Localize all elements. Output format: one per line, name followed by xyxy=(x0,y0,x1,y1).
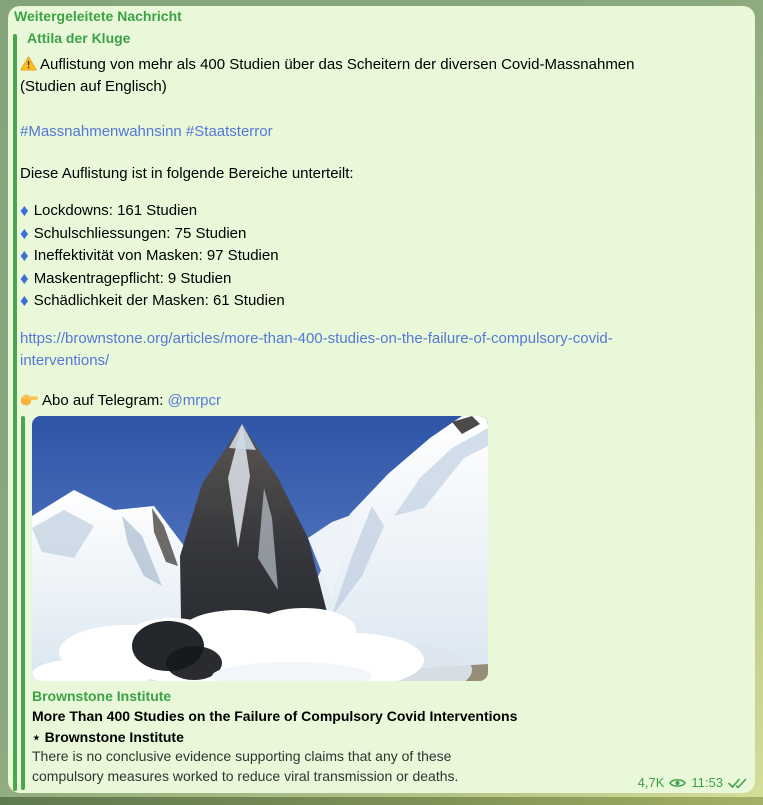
list-item xyxy=(20,200,285,223)
forwarded-label: Weitergeleitete Nachricht xyxy=(14,8,182,24)
list-item xyxy=(20,290,285,313)
list-item-text: Lockdowns: 161 Studien xyxy=(33,202,198,219)
link-preview-quote-bar xyxy=(21,416,25,790)
list-item xyxy=(20,245,285,268)
article-title-line1[interactable]: More Than 400 Studies on the Failure of Compulsory Covid Interventions xyxy=(32,708,518,724)
list-item-text: Ineffektivität von Masken: 97 Studien xyxy=(33,247,279,264)
subscribe-text: Abo auf Telegram: xyxy=(42,392,164,409)
blue-diamond-icon: ♦ xyxy=(20,201,29,220)
list-item xyxy=(20,268,285,291)
double-check-icon xyxy=(728,777,747,789)
article-title-line2[interactable]: ⋆ Brownstone Institute xyxy=(32,729,184,745)
message-time: 11:53 xyxy=(691,775,723,790)
headline-text-line2: (Studien auf Englisch) xyxy=(20,78,167,95)
avalanche-mountain-graphic xyxy=(32,416,488,681)
study-list xyxy=(20,200,285,313)
blue-diamond-icon: ♦ xyxy=(20,223,29,243)
telegram-handle-link[interactable]: @mrpcr xyxy=(167,392,222,409)
forwarded-quote-bar xyxy=(13,34,17,791)
article-title[interactable] xyxy=(32,706,517,748)
chat-background-shadow xyxy=(0,797,763,805)
list-item xyxy=(20,223,285,246)
sender-name[interactable]: Attila der Kluge xyxy=(27,30,131,46)
subscribe-line xyxy=(20,390,221,412)
message-headline xyxy=(20,54,635,98)
message-meta xyxy=(638,775,747,790)
headline-text-line1: Auflistung von mehr als 400 Studien über das Scheitern der diversen Covid-Massnahmen xyxy=(40,56,635,73)
eye-icon xyxy=(669,777,686,789)
hashtag-links[interactable]: #Massnahmenwahnsinn #Staatsterror xyxy=(20,123,273,140)
article-image[interactable] xyxy=(32,416,488,681)
list-item-text: Schulschliessungen: 75 Studien xyxy=(33,224,247,242)
article-url-line2[interactable]: interventions/ xyxy=(20,352,110,369)
pointing-right-hand-icon xyxy=(20,391,39,407)
blue-diamond-icon: ♦ xyxy=(20,291,29,310)
article-url-link[interactable] xyxy=(20,328,613,372)
article-url-line1[interactable]: https://brownstone.org/articles/more-than-400-studies-on-the-failure-of-compulsory-covid- xyxy=(20,330,613,347)
list-item-text: Schädlichkeit der Masken: 61 Studien xyxy=(33,292,285,309)
list-item-text: Maskentragepflicht: 9 Studien xyxy=(33,269,232,287)
blue-diamond-icon: ♦ xyxy=(20,246,29,265)
warning-icon xyxy=(20,56,37,71)
article-description-line2: compulsory measures worked to reduce viral transmission or deaths. xyxy=(32,767,459,784)
message-bubble xyxy=(8,6,755,793)
message-intro: Diese Auflistung ist in folgende Bereiche unterteilt: xyxy=(20,165,354,182)
site-name-link[interactable]: Brownstone Institute xyxy=(32,688,172,704)
blue-diamond-icon: ♦ xyxy=(20,268,29,288)
article-description xyxy=(32,747,458,786)
article-description-line1: There is no conclusive evidence supporting claims that any of these xyxy=(32,748,452,764)
views-count: 4,7K xyxy=(637,775,665,790)
